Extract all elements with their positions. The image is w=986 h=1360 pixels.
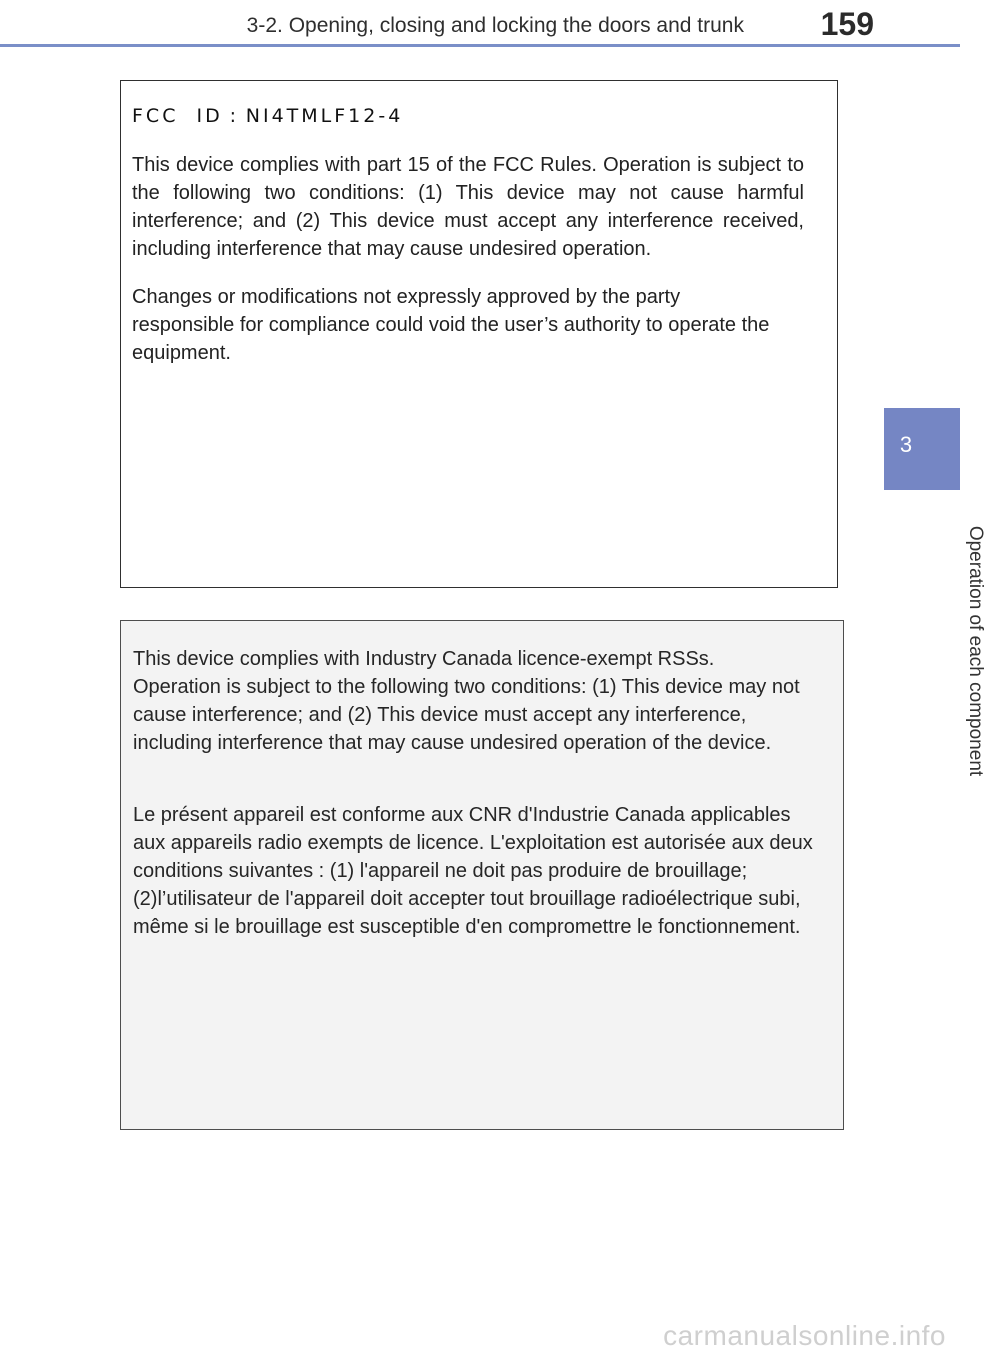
chapter-label: Operation of each component [965, 525, 986, 777]
ic-english-paragraph: This device complies with Industry Canada licence-exempt RSSs. Operation is subject to the following two conditions: (1) This device may not cause interference; and (2) This device must accept any interference, including interference that may cause undesired operation of the device. [133, 648, 800, 754]
site-watermark: carmanualsonline.info [663, 1320, 946, 1351]
fcc-notice-box [120, 80, 838, 588]
fcc-compliance-paragraph: This device complies with part 15 of the FCC Rules. Operation is subject to the following two conditions: (1) This device may not cause harmful interference; and (2) This device must accept any interference received, including interference that may cause undesired operation. [132, 154, 804, 260]
ic-french-paragraph: Le présent appareil est conforme aux CNR d'Industrie Canada applicables aux appareils radio exempts de licence. L'exploitation est autorisée aux deux conditions suivantes : (1) l'appareil ne doit pas produire de brouillage; (2)l’utilisateur de l'appareil doit accepter tout brouillage radioélectrique subi, même si le brouillage est susceptible d'en compromettre le fonctionnement. [133, 804, 813, 938]
header-rule [0, 44, 960, 47]
chapter-number: 3 [899, 432, 913, 457]
fcc-id-line: FCC ID : NI4TMLF12-4 [132, 105, 404, 127]
fcc-modifications-paragraph: Changes or modifications not expressly approved by the party responsible for compliance could void the user’s authority to operate the equipment. [132, 286, 770, 364]
section-title: 3-2. Opening, closing and locking the doors and trunk [246, 14, 744, 37]
chapter-tab [884, 408, 960, 490]
industry-canada-notice-box [120, 620, 844, 1130]
page-number: 159 [820, 6, 874, 42]
